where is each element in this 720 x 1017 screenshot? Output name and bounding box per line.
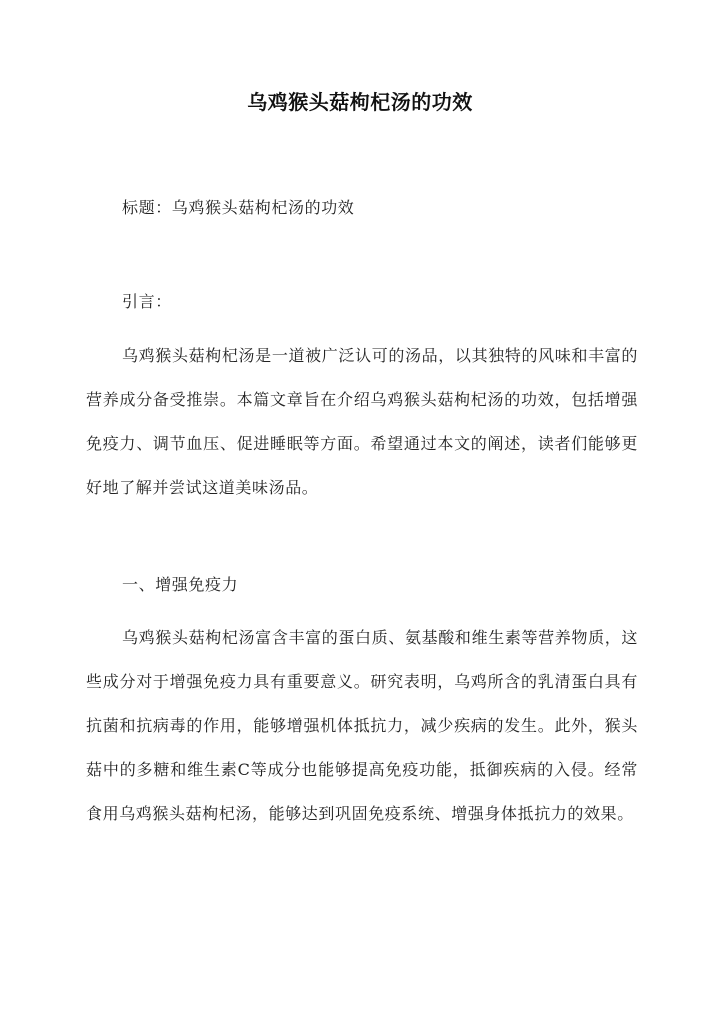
- subtitle-line: 标题：乌鸡猴头菇枸杞汤的功效: [122, 198, 355, 217]
- section1-heading: 一、增强免疫力: [122, 575, 239, 594]
- section1-paragraph: 乌鸡猴头菇枸杞汤富含丰富的蛋白质、氨基酸和维生素等营养物质，这些成分对于增强免疫力具有重要意义。研究表明，乌鸡所含的乳清蛋白具有抗菌和抗病毒的作用，能够增强机体抵抗力，减少疾病的发生。此外，猴头菇中的多糖和维生素C等成分也能够提高免疫功能，抵御疾病的入侵。经常食用乌鸡猴头菇枸杞汤，能够达到巩固免疫系统、增强身体抵抗力的效果。: [86, 628, 638, 823]
- intro-paragraph: 乌鸡猴头菇枸杞汤是一道被广泛认可的汤品，以其独特的风味和丰富的营养成分备受推崇。本篇文章旨在介绍乌鸡猴头菇枸杞汤的功效，包括增强免疫力、调节血压、促进睡眠等方面。希望通过本文的阐述，读者们能够更好地了解并尝试这道美味汤品。: [86, 346, 638, 497]
- intro-heading: 引言：: [122, 292, 172, 311]
- page-title: 乌鸡猴头菇枸杞汤的功效: [247, 90, 473, 114]
